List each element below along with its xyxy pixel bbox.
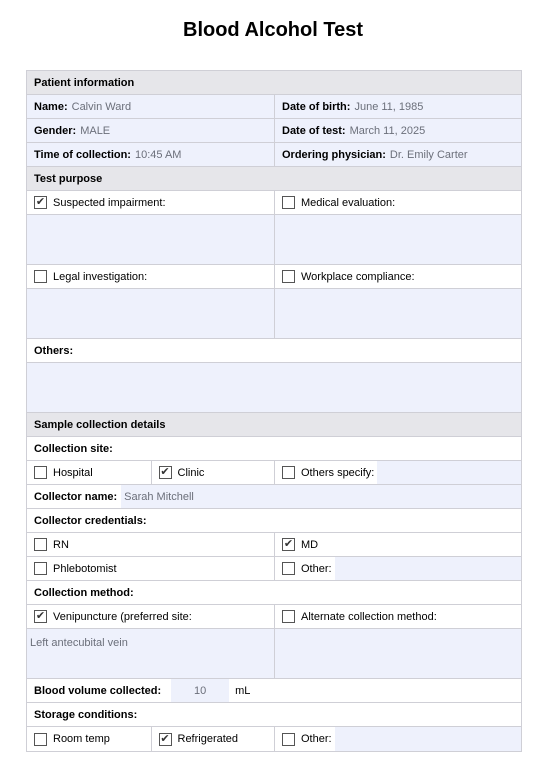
row-purpose-1-notes [27, 215, 521, 265]
legal-notes[interactable] [27, 289, 274, 338]
venipuncture-label: Venipuncture (preferred site: [53, 610, 192, 623]
cred-other-option [274, 557, 521, 580]
suspected-notes[interactable] [27, 215, 274, 264]
legal-checkbox[interactable] [34, 270, 47, 283]
medical-checkbox[interactable] [282, 196, 295, 209]
refrigerated-label: Refrigerated [177, 733, 239, 745]
physician-value: Dr. Emily Carter [389, 148, 468, 161]
clinic-label: Clinic [177, 466, 205, 479]
row-storage [27, 727, 521, 751]
rn-label: RN [53, 538, 69, 551]
others-specify-label: Others specify: [301, 466, 375, 479]
md-option [274, 533, 521, 556]
medical-label: Medical evaluation: [301, 196, 396, 209]
collector-value[interactable]: Sarah Mitchell [121, 485, 521, 508]
cred-other-input[interactable] [335, 557, 521, 580]
clinic-checkbox[interactable]: ✔ [160, 466, 170, 478]
volume-field [27, 679, 521, 702]
method-label: Collection method: [27, 581, 521, 605]
storage-other-input[interactable] [335, 727, 521, 751]
suspected-option [27, 191, 274, 214]
cred-other-label: Other: [301, 562, 332, 575]
physician-field[interactable] [274, 143, 521, 166]
row-name-dob [27, 95, 521, 119]
collector-field [27, 485, 521, 508]
rn-option [27, 533, 274, 556]
others-notes[interactable] [27, 363, 521, 412]
room-temp-label: Room temp [53, 733, 110, 745]
medical-notes[interactable] [274, 215, 521, 264]
row-credentials-2 [27, 557, 521, 581]
date-of-test-field[interactable] [274, 119, 521, 142]
date-of-test-label: Date of test: [282, 124, 346, 137]
row-volume [27, 679, 521, 703]
storage-label: Storage conditions: [27, 703, 521, 727]
suspected-checkbox[interactable]: ✔ [35, 196, 46, 208]
time-label: Time of collection: [34, 148, 131, 161]
gender-label: Gender: [34, 124, 77, 137]
md-checkbox[interactable]: ✔ [283, 538, 294, 550]
others-specify-option [274, 461, 521, 484]
volume-label: Blood volume collected: [34, 684, 162, 697]
row-purpose-1 [27, 191, 521, 215]
name-value: Calvin Ward [71, 100, 132, 113]
time-field[interactable] [27, 143, 274, 166]
hospital-option [27, 461, 151, 484]
volume-unit: mL [235, 684, 251, 697]
phlebotomist-label: Phlebotomist [53, 562, 117, 575]
legal-label: Legal investigation: [53, 270, 148, 283]
room-temp-option [27, 727, 151, 751]
refrigerated-option [151, 727, 275, 751]
alternate-checkbox[interactable] [282, 610, 295, 623]
row-purpose-2-notes [27, 289, 521, 339]
cred-other-checkbox[interactable] [282, 562, 295, 575]
suspected-label: Suspected impairment: [53, 196, 166, 209]
row-method-notes [27, 629, 521, 679]
test-form [26, 70, 522, 752]
gender-field[interactable] [27, 119, 274, 142]
row-credentials-1 [27, 533, 521, 557]
legal-option [27, 265, 274, 288]
collector-label: Collector name: [34, 490, 118, 503]
dob-label: Date of birth: [282, 100, 351, 113]
phlebotomist-checkbox[interactable] [34, 562, 47, 575]
medical-option [274, 191, 521, 214]
others-specify-checkbox[interactable] [282, 466, 295, 479]
storage-other-label: Other: [301, 733, 332, 745]
storage-other-checkbox[interactable] [282, 733, 295, 746]
refrigerated-checkbox[interactable]: ✔ [160, 732, 170, 745]
row-gender-date [27, 119, 521, 143]
workplace-label: Workplace compliance: [301, 270, 415, 283]
name-label: Name: [34, 100, 68, 113]
collection-site-label: Collection site: [27, 437, 521, 461]
alternate-label: Alternate collection method: [301, 610, 437, 623]
clinic-option [151, 461, 275, 484]
venipuncture-option [27, 605, 274, 628]
md-label: MD [301, 538, 319, 551]
others-notes-row [27, 363, 521, 413]
others-label: Others: [27, 339, 521, 363]
credentials-label: Collector credentials: [27, 509, 521, 533]
row-collection-site [27, 461, 521, 485]
workplace-notes[interactable] [274, 289, 521, 338]
physician-label: Ordering physician: [282, 148, 386, 161]
workplace-checkbox[interactable] [282, 270, 295, 283]
date-of-test-value: March 11, 2025 [349, 124, 426, 137]
gender-value: MALE [80, 124, 111, 137]
dob-field[interactable] [274, 95, 521, 118]
hospital-checkbox[interactable] [34, 466, 47, 479]
time-value: 10:45 AM [134, 148, 182, 161]
dob-value: June 11, 1985 [354, 100, 424, 113]
section-test-purpose: Test purpose [27, 167, 521, 191]
row-purpose-2 [27, 265, 521, 289]
row-method [27, 605, 521, 629]
row-time-physician [27, 143, 521, 167]
section-patient-information: Patient information [27, 71, 521, 95]
venipuncture-checkbox[interactable]: ✔ [35, 610, 46, 622]
alternate-notes[interactable] [274, 629, 521, 678]
room-temp-checkbox[interactable] [34, 733, 47, 746]
rn-checkbox[interactable] [34, 538, 47, 551]
row-collector-name [27, 485, 521, 509]
alternate-option [274, 605, 521, 628]
hospital-label: Hospital [53, 466, 93, 479]
storage-other-option [274, 727, 521, 751]
workplace-option [274, 265, 521, 288]
venipuncture-site-input[interactable]: Left antecubital vein [27, 629, 274, 678]
section-sample-collection: Sample collection details [27, 413, 521, 437]
volume-input[interactable]: 10 [171, 679, 229, 702]
name-field[interactable] [27, 95, 274, 118]
page-title: Blood Alcohol Test [183, 19, 363, 41]
others-specify-input[interactable] [377, 461, 521, 484]
phlebotomist-option [27, 557, 274, 580]
